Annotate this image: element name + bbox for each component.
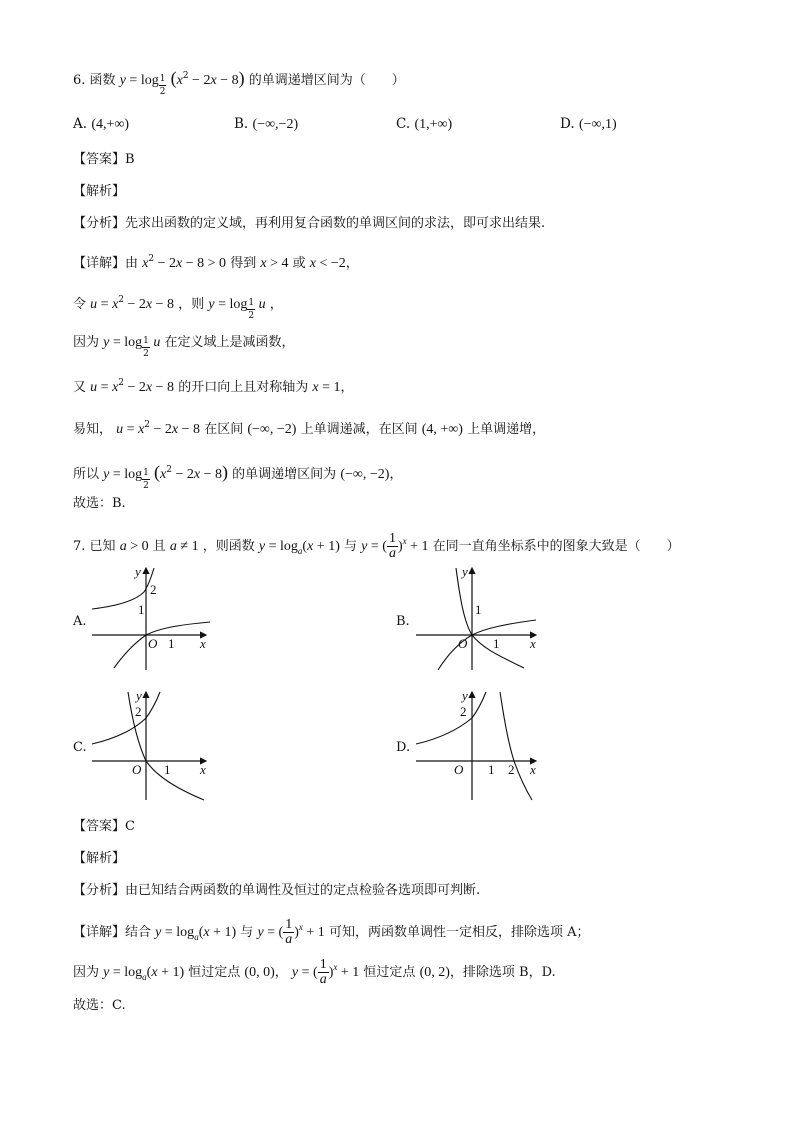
tick-2: 2 <box>135 704 142 719</box>
y-label: y <box>462 564 468 579</box>
q7-graph-d <box>412 688 542 803</box>
curve-exp <box>456 568 524 668</box>
x-label: x <box>200 636 206 651</box>
q6-option-d[interactable]: D. (−∞,1) <box>560 116 617 132</box>
q7-graph-label-c[interactable]: C. <box>73 740 87 755</box>
curve-exp <box>92 692 160 744</box>
q7-graph-label-b[interactable]: B. <box>396 614 410 629</box>
q6-detail-2: 令 $u = x^2 - 2x - 8$ ，则 y = log $_{\frac{1}{2}}$ u ， <box>73 295 283 321</box>
q6-option-a[interactable]: A. (4,+∞) <box>73 116 130 132</box>
q7-number: 7. <box>73 539 86 554</box>
q7-detail-2: 因为 $y = \log_a(x + 1)$ 恒过定点 (0, 0)， y = ( $\frac{1}{a}$ )$^x$ + 1 恒过定点 (0, 2)，排除选项 B，D. <box>73 957 556 987</box>
q6-number: 6. <box>73 73 86 88</box>
q7-answer: 【答案】C <box>73 819 135 834</box>
q6-detail-3: 因为 y = log $_{\frac{1}{2}}$ u 在定义域上是减函数， <box>73 335 295 359</box>
q6-jiexi: 【解析】 <box>73 184 126 199</box>
q7-jiexi: 【解析】 <box>73 851 126 866</box>
tick-1-x: 1 <box>488 762 495 777</box>
q7-graph-a <box>88 562 218 672</box>
y-label: y <box>136 688 142 703</box>
origin: O <box>132 762 142 777</box>
q7-detail-1: 【详解】结合 $y = \log_a(x + 1)$ 与 y = ( $\frac{1}{a}$ )$^x$ + 1 可知，两函数单调性一定相反，排除选项 A； <box>73 917 590 947</box>
curve-log <box>114 622 210 668</box>
origin: O <box>148 636 158 651</box>
q7-graph-c <box>88 688 218 803</box>
q6-option-c[interactable]: C. (1,+∞) <box>396 116 453 132</box>
q7-stem: 7. 已知 a > 0 且 a ≠ 1 ，则函数 $y = \log_a(x + 1)$ 与 y = ( $\frac{1}{a}$ )$^x$ + 1 在同一直角坐标系中的图象大致是（ ） <box>73 531 680 561</box>
q6-detail-1: 【详解】由 $x^2 - 2x - 8 > 0$ 得到 x > 4 或 x < −2， <box>73 254 359 271</box>
x-label: x <box>200 762 206 777</box>
curve-exp <box>416 692 486 744</box>
tick-1-x: 1 <box>493 636 500 651</box>
y-label: y <box>135 564 141 579</box>
q6-choose: 故选：B. <box>73 496 126 511</box>
q6-option-b[interactable]: B. (−∞,−2) <box>234 116 299 132</box>
tick-2: 2 <box>150 582 157 597</box>
curve-exp <box>92 568 154 609</box>
q7-graph-b <box>412 562 542 672</box>
origin: O <box>454 762 464 777</box>
curve-log <box>438 620 536 670</box>
tick-2-x: 2 <box>508 762 515 777</box>
q6-answer: 【答案】B <box>73 152 135 167</box>
y-label: y <box>462 688 468 703</box>
tick-1-x: 1 <box>164 762 171 777</box>
q6-stem: 6. 函数 y = log $_{\frac{1}{2}}$ $(x^2 - 2x - 8)$ 的单调递增区间为（ ） <box>73 68 405 97</box>
tick-2: 2 <box>460 704 467 719</box>
curve-log <box>500 692 532 800</box>
q7-graph-label-a[interactable]: A. <box>73 614 87 629</box>
q6-detail-6: 所以 y = log $_{\frac{1}{2}}$ $(x^2 - 2x - 8)$ 的单调递增区间为 (−∞, −2)， <box>73 462 403 491</box>
x-label: x <box>530 762 536 777</box>
q6-detail-5: 易知， $u = x^2 - 2x - 8$ 在区间 (−∞, −2) 上单调递减，在区间 (4, +∞) 上单调递增， <box>73 420 546 437</box>
origin: O <box>458 636 468 651</box>
q6-fenxi: 【分析】先求出函数的定义域，再利用复合函数的单调区间的求法，即可求出结果. <box>73 216 546 231</box>
tick-1-y: 1 <box>475 602 482 617</box>
q7-choose: 故选：C. <box>73 998 126 1013</box>
x-label: x <box>530 636 536 651</box>
tick-1-y: 1 <box>138 602 145 617</box>
q6-detail-4: 又 $u = x^2 - 2x - 8$ 的开口向上且对称轴为 x = 1， <box>73 378 354 395</box>
q7-fenxi: 【分析】由已知结合两函数的单调性及恒过的定点检验各选项即可判断. <box>73 883 481 898</box>
q7-graph-label-d[interactable]: D. <box>396 740 411 755</box>
tick-1-x: 1 <box>168 636 175 651</box>
